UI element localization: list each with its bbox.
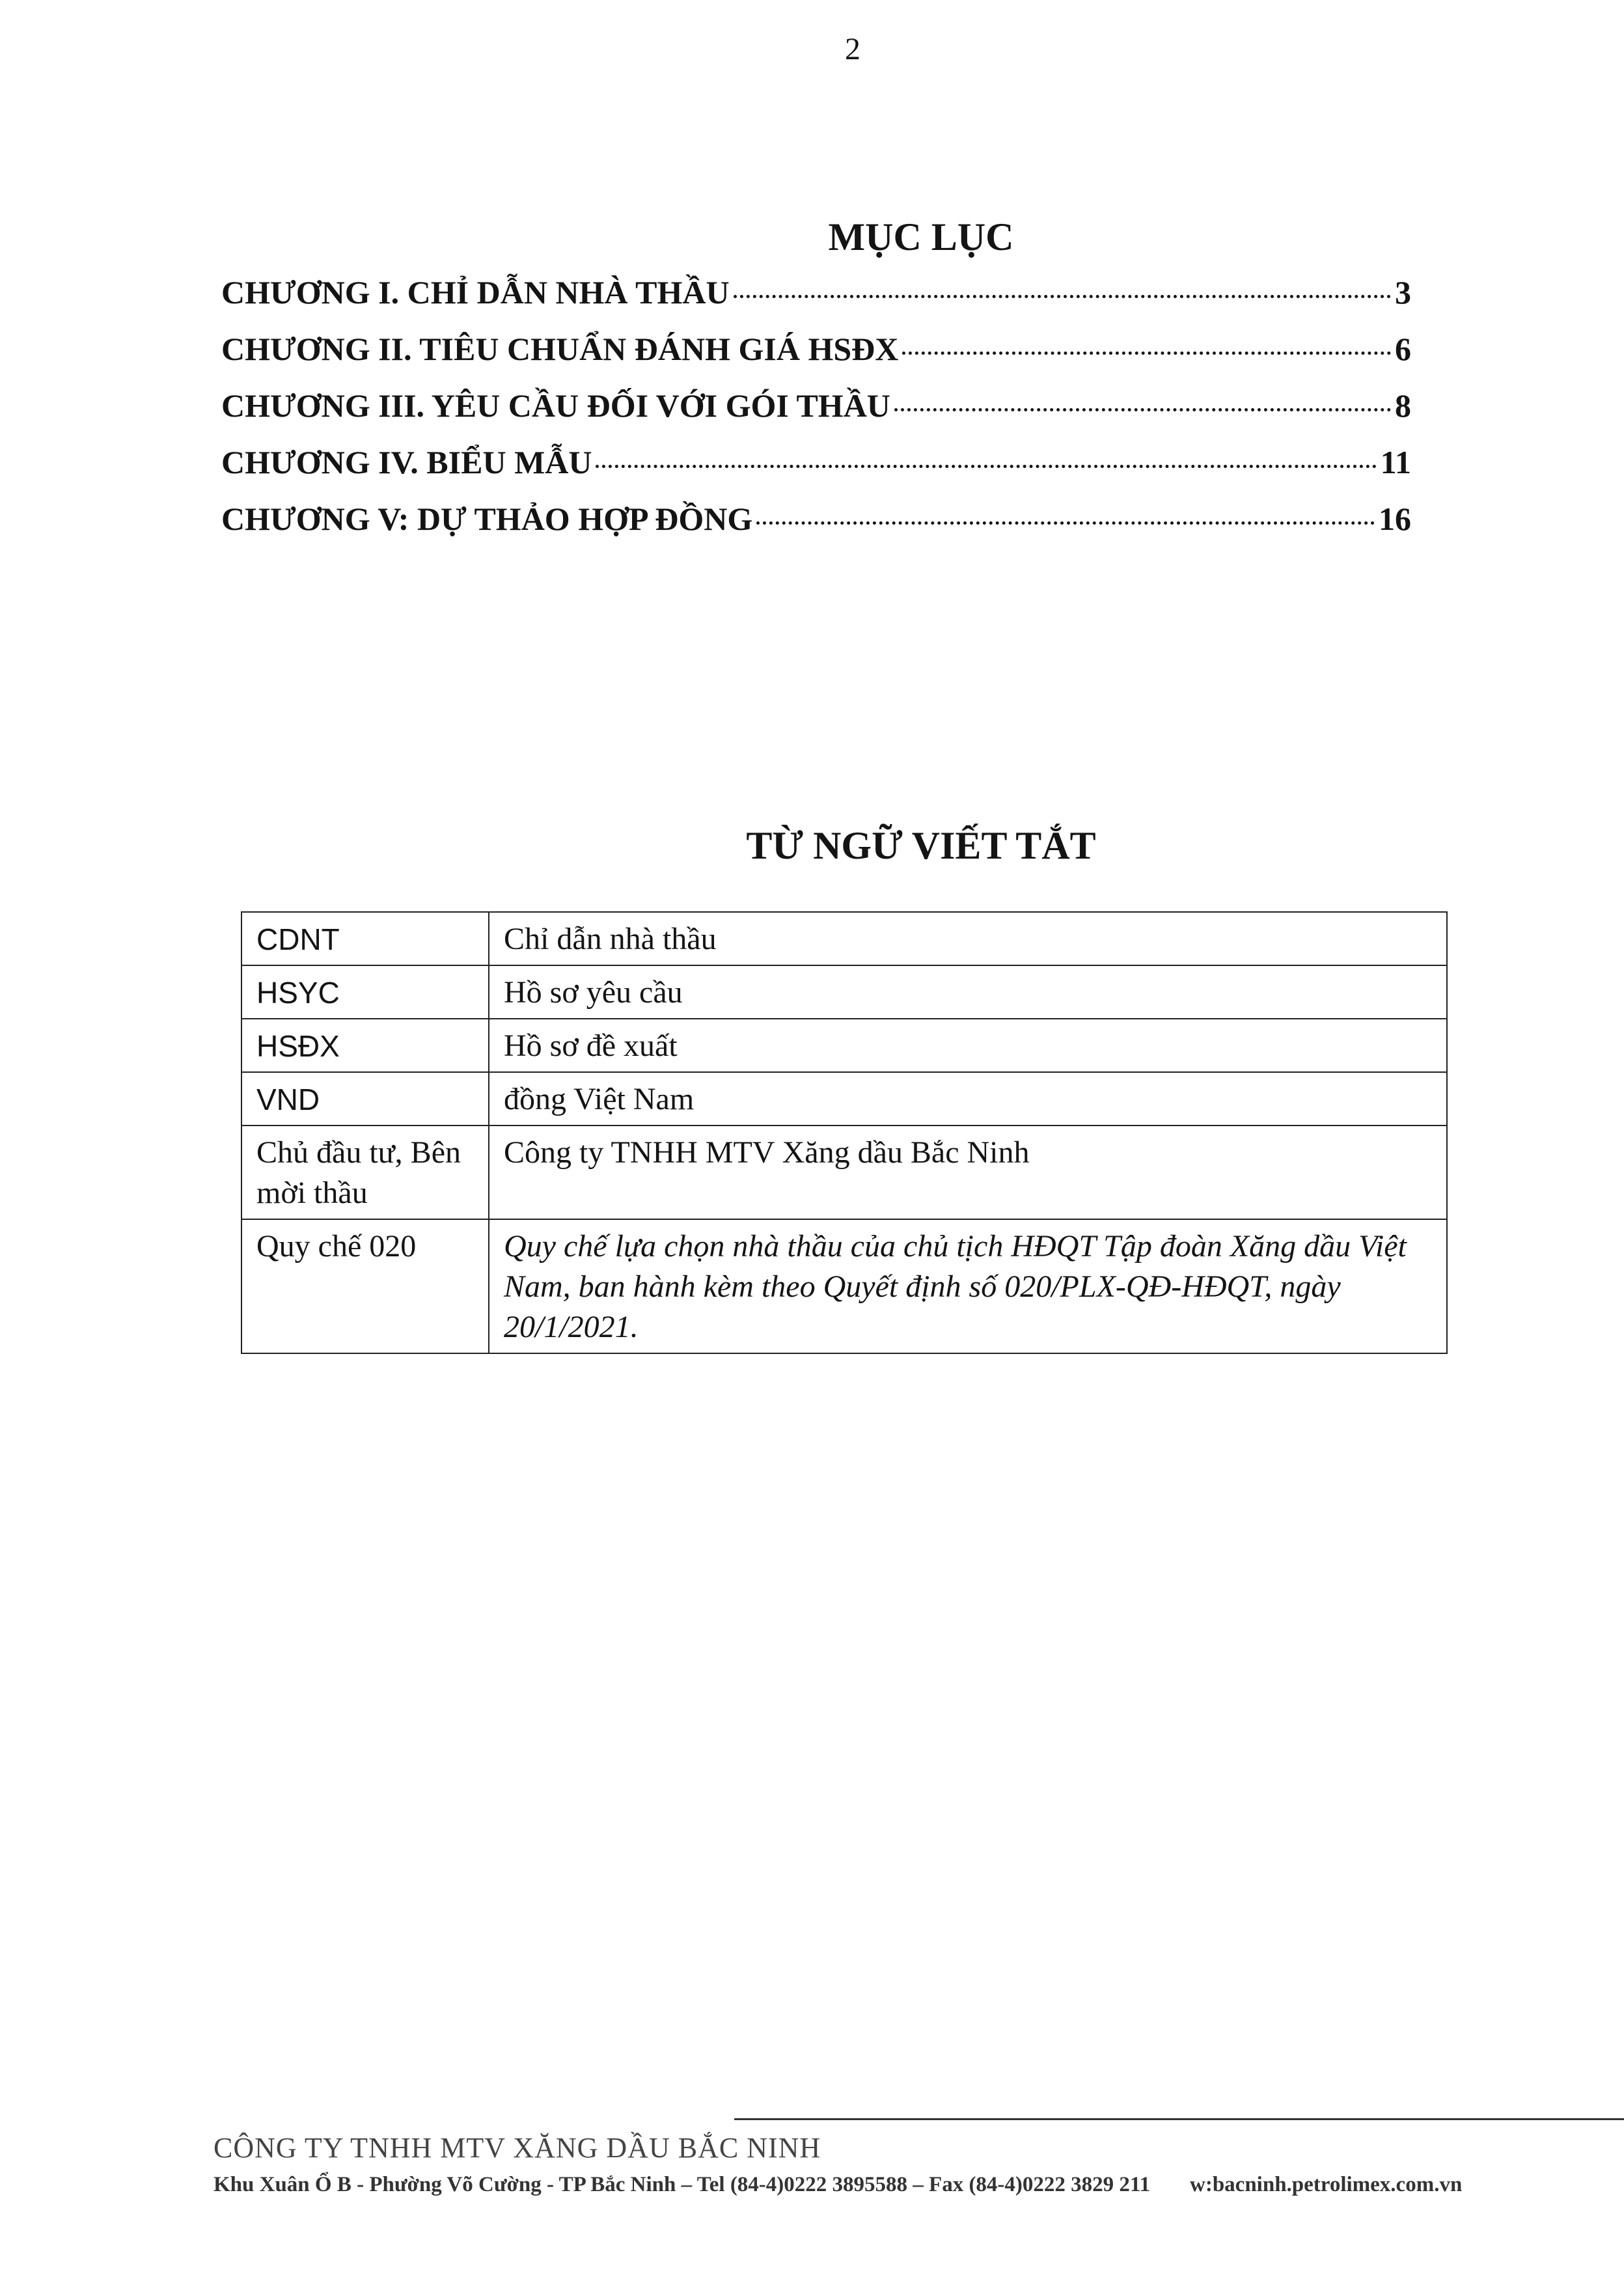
page-number: 2 xyxy=(845,32,860,66)
toc-entry-label: CHƯƠNG III. YÊU CẦU ĐỐI VỚI GÓI THẦU xyxy=(221,387,890,424)
toc-entry-page: 3 xyxy=(1395,274,1411,311)
toc-entry-page: 8 xyxy=(1395,387,1411,424)
toc-entry-page: 16 xyxy=(1379,501,1411,537)
toc-entry[interactable] xyxy=(221,273,1411,330)
abbr-term: Quy chế 020 xyxy=(241,1219,489,1353)
abbr-meaning: Quy chế lựa chọn nhà thầu của chủ tịch HĐQT Tập đoàn Xăng dầu Việt Nam, ban hành kèm theo Quyết định số 020/PLX-QĐ-HĐQT, ngày 20/1/2021. xyxy=(489,1219,1447,1353)
abbr-term: HSĐX xyxy=(241,1019,489,1072)
footer-address: Khu Xuân Ổ B - Phường Võ Cường - TP Bắc Ninh – Tel (84-4)0222 3895588 – Fax (84-4)0222 3829 211 xyxy=(213,2173,1151,2196)
abbr-meaning: Hồ sơ đề xuất xyxy=(489,1019,1447,1072)
abbr-meaning: Chỉ dẫn nhà thầu xyxy=(489,912,1447,965)
footer-website[interactable]: w:bacninh.petrolimex.com.vn xyxy=(1190,2173,1463,2196)
toc-entry-label: CHƯƠNG II. TIÊU CHUẨN ĐÁNH GIÁ HSĐX xyxy=(221,331,899,367)
toc-entry[interactable] xyxy=(221,443,1411,500)
abbr-meaning: Hồ sơ yêu cầu xyxy=(489,965,1447,1019)
abbreviations-table xyxy=(241,911,1448,1354)
abbr-meaning: Công ty TNHH MTV Xăng dầu Bắc Ninh xyxy=(489,1125,1447,1219)
toc-leader-dots xyxy=(734,295,1391,298)
footer-company-name: CÔNG TY TNHH MTV XĂNG DẦU BẮC NINH xyxy=(213,2132,821,2164)
toc-leader-dots xyxy=(596,465,1376,468)
abbr-meaning: đồng Việt Nam xyxy=(489,1072,1447,1125)
toc-entry-page: 6 xyxy=(1395,331,1411,367)
toc-entry-label: CHƯƠNG V: DỰ THẢO HỢP ĐỒNG xyxy=(221,501,753,537)
toc-entry-label: CHƯƠNG I. CHỈ DẪN NHÀ THẦU xyxy=(221,274,730,311)
table-row xyxy=(241,1219,1447,1353)
toc-leader-dots xyxy=(902,352,1391,355)
toc-title: MỤC LỤC xyxy=(828,215,1014,258)
table-row xyxy=(241,1072,1447,1125)
toc-entry[interactable] xyxy=(221,330,1411,387)
table-of-contents xyxy=(221,273,1411,557)
toc-entry-page: 11 xyxy=(1380,444,1411,480)
table-row xyxy=(241,912,1447,965)
abbr-term: HSYC xyxy=(241,965,489,1019)
abbr-term: CDNT xyxy=(241,912,489,965)
toc-entry[interactable] xyxy=(221,387,1411,443)
toc-entry-label: CHƯƠNG IV. BIỂU MẪU xyxy=(221,444,592,480)
toc-entry[interactable] xyxy=(221,500,1411,557)
table-row xyxy=(241,1019,1447,1072)
table-row xyxy=(241,965,1447,1019)
abbreviations-title: TỪ NGỮ VIẾT TẮT xyxy=(746,824,1096,867)
abbr-term: Chủ đầu tư, Bên mời thầu xyxy=(241,1125,489,1219)
abbr-term: VND xyxy=(241,1072,489,1125)
footer-divider xyxy=(734,2118,1624,2120)
toc-leader-dots xyxy=(894,408,1391,411)
table-row xyxy=(241,1125,1447,1219)
footer-contact xyxy=(213,2173,1470,2197)
toc-leader-dots xyxy=(756,521,1375,525)
